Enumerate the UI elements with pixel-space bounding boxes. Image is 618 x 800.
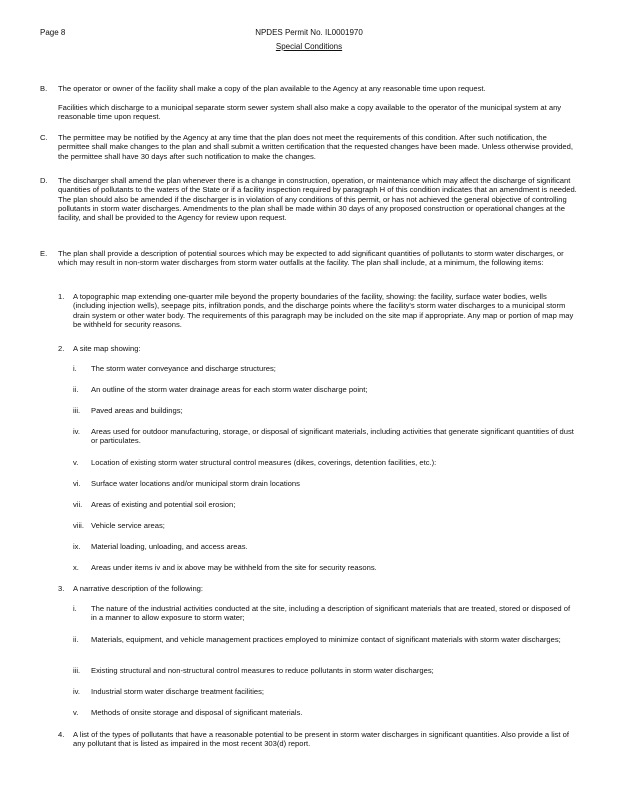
page-number: Page 8 [40,28,66,37]
item-e3-text: A narrative description of the following: [73,584,204,593]
item-b-letter: B. [40,84,48,93]
list-item-text: Existing structural and non-structural control measures to reduce pollutants in storm water discharges; [91,666,434,675]
list-item-number: vii. [73,500,83,509]
list-item-number: i. [73,364,77,373]
list-item-number: viii. [73,521,84,530]
item-e1-text: A topographic map extending one-quarter mile beyond the property boundaries of the facility, showing: the facility, surface water bodies, wells (including injection wells), seepage pits, infiltration ponds, and the discharge points where the facility's storm water discharges to a municipal storm drain system or other water body. The requirements of this paragraph may be included on the site map if appropriate. Any map or portion of map may be withheld for security reasons. [73,292,574,329]
item-e3-number: 3. [58,584,65,593]
item-e4-text: A list of the types of pollutants that have a reasonable potential to be present in storm water discharges in significant quantities. Also provide a list of any pollutant that is listed as impaired in the most recent 303(d) report. [73,730,569,749]
list-item-text: Location of existing storm water structural control measures (dikes, coverings, detention facilities, etc.): [91,458,437,467]
item-e-letter: E. [40,249,48,258]
list-item-text: Areas under items iv and ix above may be withheld from the site for security reasons. [91,563,377,572]
list-item-text: Industrial storm water discharge treatment facilities; [91,687,265,696]
item-c-text: The permittee may be notified by the Agency at any time that the plan does not meet the requirements of this condition. After such notification, the permittee shall make changes to the plan and shall submit a written certification that the requested changes have been made. Unless otherwise provided, the permittee shall have 30 days after such notification to make the changes. [58,133,573,161]
item-b-text: The operator or owner of the facility shall make a copy of the plan available to the Agency at any reasonable time upon request. [58,84,486,93]
list-item-text: Paved areas and buildings; [91,406,183,415]
list-item-number: x. [73,563,79,572]
item-c-letter: C. [40,133,48,142]
list-item-number: iii. [73,406,81,415]
item-e2-number: 2. [58,344,65,353]
permit-number: NPDES Permit No. IL0001970 [255,28,363,37]
list-item-text: The nature of the industrial activities conducted at the site, including a description of significant materials that are treated, stored or disposed of in a manner to allow exposure to storm water; [91,604,571,623]
list-item-text: Areas used for outdoor manufacturing, storage, or disposal of significant materials, including activities that generate significant quantities of dust or particulates. [91,427,574,446]
section-title: Special Conditions [275,42,343,51]
list-item-text: The storm water conveyance and discharge structures; [91,364,276,373]
list-item-number: iv. [73,427,81,436]
list-item-text: Material loading, unloading, and access areas. [91,542,248,551]
item-e2-text: A site map showing: [73,344,141,353]
list-item-number: vi. [73,479,81,488]
list-item-number: iii. [73,666,81,675]
item-e-text: The plan shall provide a description of potential sources which may be expected to add significant quantities of pollutants to storm water discharges, or which may result in non-storm water discharges from storm water outfalls at the facility. The plan shall include, at a minimum, the following items: [58,249,564,268]
item-b-text-2: Facilities which discharge to a municipal separate storm sewer system shall also make a copy available to the operator of the municipal system at any reasonable time upon request. [58,103,562,122]
list-item-number: v. [73,458,79,467]
list-item-text: Vehicle service areas; [91,521,165,530]
item-d-text: The discharger shall amend the plan whenever there is a change in construction, operation, or maintenance which may affect the discharge of significant quantities of pollutants to the waters of the State or if a facility inspection required by paragraph H of this condition indicates that an amendment is needed. The plan should also be amended if the discharger is in violation of any conditions of this permit, or has not achieved the general objective of controlling pollutants in storm water discharges. Amendments to the plan shall be made within 30 days of any proposed construction or operational changes at the facility, and shall be provided to the Agency for review upon request. [58,176,577,222]
list-item-text: Methods of onsite storage and disposal of significant materials. [91,708,303,717]
list-item-number: ii. [73,385,79,394]
item-d-letter: D. [40,176,48,185]
list-item-number: i. [73,604,77,613]
item-e4-number: 4. [58,730,65,739]
list-item-number: iv. [73,687,81,696]
list-item-number: ii. [73,635,79,644]
list-item-text: Areas of existing and potential soil erosion; [91,500,236,509]
list-item-number: v. [73,708,79,717]
item-e1-number: 1. [58,292,65,301]
list-item-text: Materials, equipment, and vehicle management practices employed to minimize contact of significant materials with storm water discharges; [91,635,561,644]
list-item-text: An outline of the storm water drainage areas for each storm water discharge point; [91,385,368,394]
list-item-number: ix. [73,542,81,551]
list-item-text: Surface water locations and/or municipal storm drain locations [91,479,300,488]
